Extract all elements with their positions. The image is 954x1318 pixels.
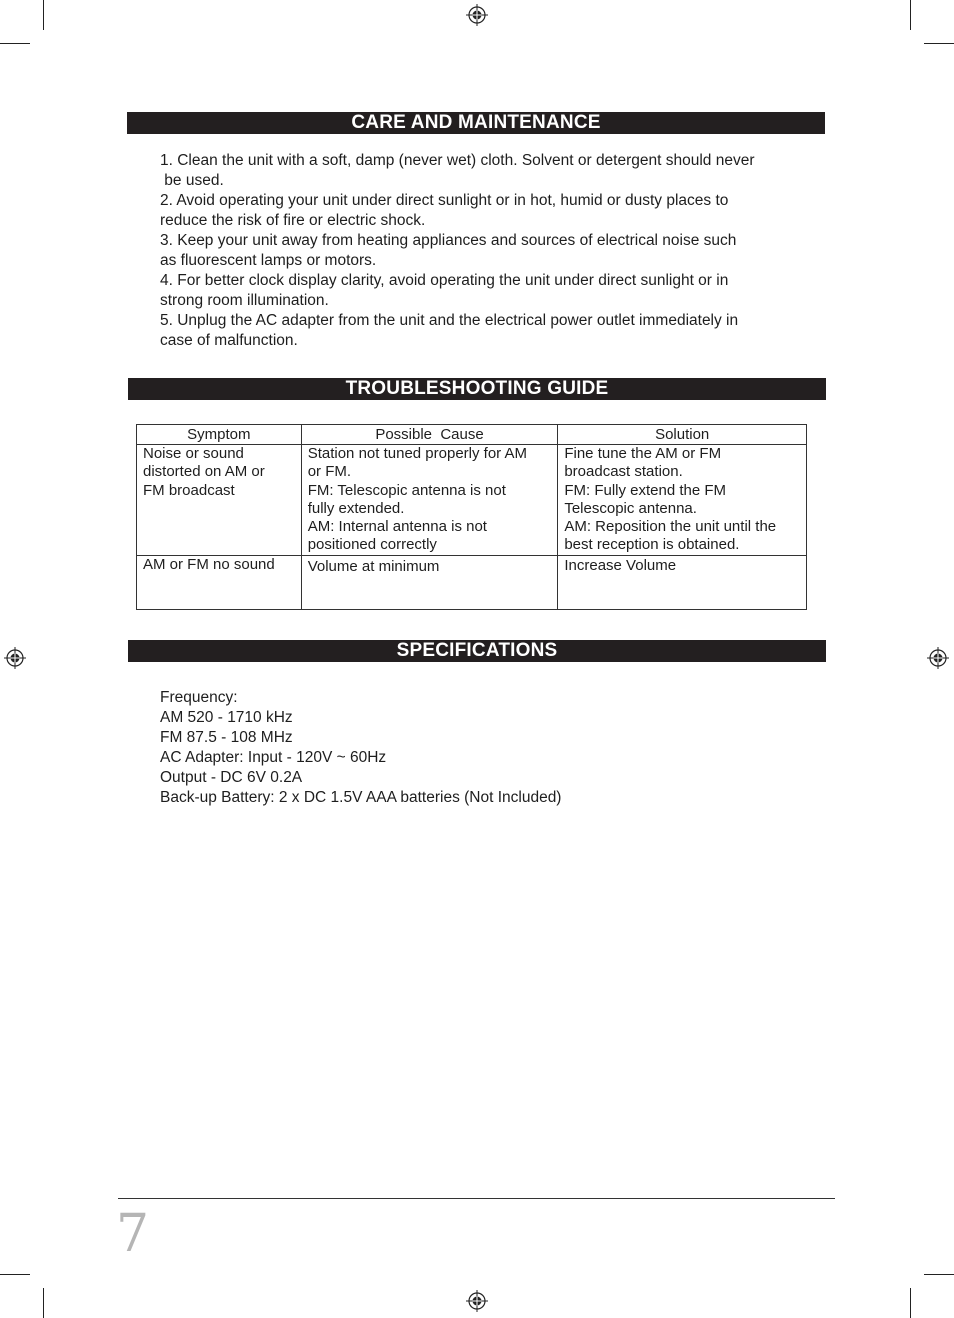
column-header-cause: Possible Cause [301,425,558,445]
table-row [137,445,807,556]
specifications-list [160,688,810,808]
cell-text: Volume at minimum [307,558,440,575]
crop-mark [0,1274,30,1275]
crop-mark [924,43,954,44]
cell-text: Station not tuned properly for AM [307,445,527,462]
registration-mark-icon [927,647,949,669]
registration-mark-icon [4,647,26,669]
table-header-row [137,425,807,445]
crop-mark [910,0,911,30]
spec-line: AM 520 - 1710 kHz [160,709,293,726]
table-row [137,556,807,610]
column-header-symptom: Symptom [137,425,302,445]
care-section-title: CARE AND MAINTENANCE [127,112,825,134]
cell-text: FM broadcast [143,481,235,499]
cell-text: Noise or sound [143,445,244,462]
specifications-section-title: SPECIFICATIONS [128,640,826,662]
cell-text: Fine tune the AM or FM [564,445,722,462]
cell-text: best reception is obtained. [564,536,740,554]
care-line: strong room illumination. [160,292,329,309]
page-number: 7 [116,1204,150,1264]
care-line: case of malfunction. [160,332,298,349]
spec-line: Frequency: [160,689,238,706]
care-line: as fluorescent lamps or motors. [160,252,377,269]
cell-text: Telescopic antenna. [564,499,697,517]
spec-line: Back-up Battery: 2 x DC 1.5V AAA batteries (Not Included) [160,789,562,806]
care-line: 5. Unplug the AC adapter from the unit and the electrical power outlet immediately in [160,312,739,329]
cell-text: distorted on AM or [143,463,265,481]
spec-line: FM 87.5 - 108 MHz [160,729,293,746]
care-line: 3. Keep your unit away from heating appliances and sources of electrical noise such [160,232,737,249]
spec-line: AC Adapter: Input - 120V ~ 60Hz [160,749,387,766]
solution-cell [558,445,807,556]
crop-mark [43,0,44,30]
cell-text: positioned correctly [307,536,437,554]
care-instructions [160,151,810,351]
symptom-cell [137,445,302,556]
care-line: be used. [160,172,224,189]
crop-mark [0,43,30,44]
cause-cell [301,445,558,556]
registration-mark-icon [466,1290,488,1312]
troubleshooting-section-title: TROUBLESHOOTING GUIDE [128,378,826,400]
cell-text: FM: Fully extend the FM [564,481,727,499]
care-line: reduce the risk of fire or electric shock. [160,212,426,229]
column-header-solution: Solution [558,425,807,445]
cell-text: AM: Internal antenna is not [307,518,487,536]
care-line: 2. Avoid operating your unit under direct sunlight or in hot, humid or dusty places to [160,192,729,209]
crop-mark [924,1274,954,1275]
symptom-cell [137,556,302,610]
cell-text: AM or FM no sound [143,556,275,573]
registration-mark-icon [466,4,488,26]
care-line: 1. Clean the unit with a soft, damp (never wet) cloth. Solvent or detergent should never [160,152,755,169]
cell-text: broadcast station. [564,463,683,481]
cause-cell [301,556,558,610]
troubleshooting-table [136,424,807,610]
cell-text: FM: Telescopic antenna is not [307,481,506,499]
cell-text: fully extended. [307,499,405,517]
spec-line: Output - DC 6V 0.2A [160,769,303,786]
cell-text: or FM. [307,463,352,481]
cell-text: AM: Reposition the unit until the [564,518,777,536]
crop-mark [910,1288,911,1318]
footer-divider [118,1198,835,1199]
care-line: 4. For better clock display clarity, avoid operating the unit under direct sunlight or in [160,272,729,289]
crop-mark [43,1288,44,1318]
solution-cell [558,556,807,610]
cell-text: Increase Volume [564,557,677,574]
